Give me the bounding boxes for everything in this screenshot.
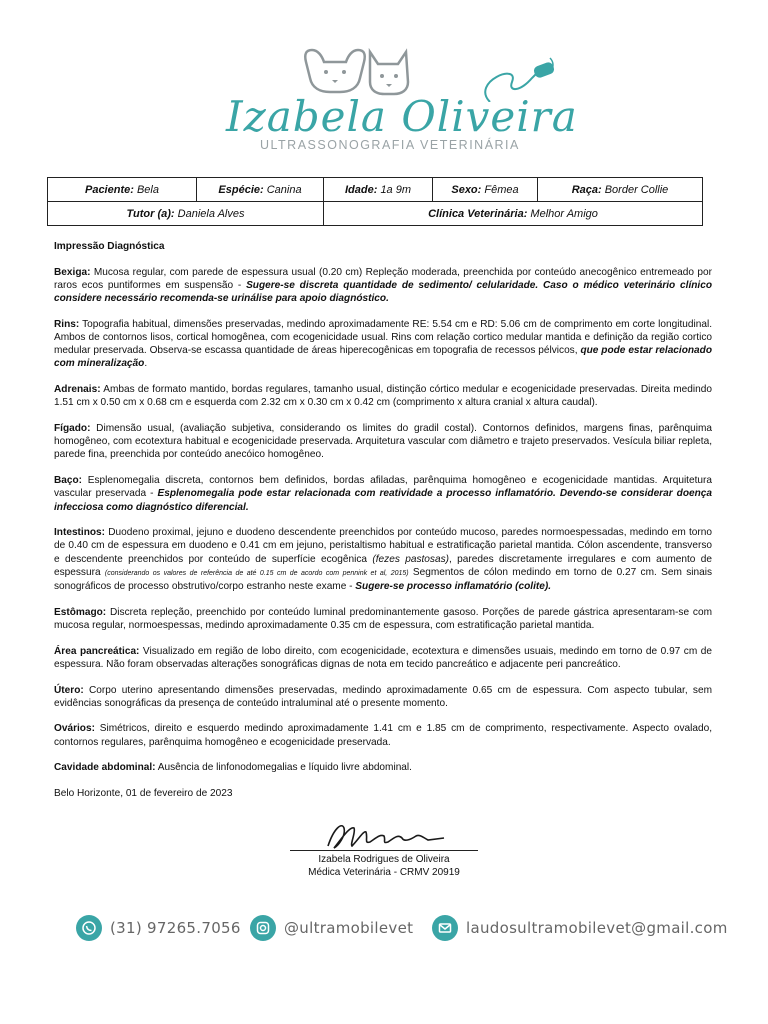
date-line: Belo Horizonte, 01 de fevereiro de 2023	[54, 788, 233, 800]
instagram-icon	[250, 915, 276, 941]
brand-subtitle: ULTRASSONOGRAFIA VETERINÁRIA	[260, 138, 520, 152]
email-address: laudosultramobilevet@gmail.com	[466, 919, 728, 937]
clinica-cell: Clínica Veterinária: Melhor Amigo	[324, 202, 703, 226]
section-pancreas: Área pancreática: Visualizado em região de lobo direito, com ecogenicidade, ecotextura e dimensões usuais, medindo em torno de 0.97 cm de espessura. Não foram observadas alterações sonográficas dignas de nota em tecido pancreático e adjacente peri pancreático.	[54, 645, 712, 670]
section-utero: Útero: Corpo uterino apresentando dimensões preservadas, medindo aproximadamente 0.65 cm de espessura. Com aspecto tubular, sem evidências sonográficas da presença de conteúdo intraluminal até o presente momento.	[54, 684, 712, 709]
contact-footer	[0, 905, 768, 955]
raca-cell: Raça: Border Collie	[538, 178, 703, 202]
signer-role: Médica Veterinária - CRMV 20919	[308, 867, 460, 878]
tutor-cell: Tutor (a): Daniela Alves	[48, 202, 324, 226]
diagnostic-report	[54, 240, 712, 813]
email-contact	[432, 915, 728, 941]
especie-cell: Espécie: Canina	[197, 178, 324, 202]
phone-number: (31) 97265.7056	[110, 919, 241, 937]
handwritten-signature-icon	[320, 818, 450, 852]
signature-block	[290, 818, 478, 879]
mail-icon	[432, 915, 458, 941]
instagram-contact	[250, 915, 413, 941]
paciente-cell: Paciente: Bela	[48, 178, 197, 202]
section-ovarios: Ovários: Simétricos, direito e esquerdo medindo aproximadamente 1.41 cm e 1.85 cm de comprimento, respectivamente. Aspecto ovalado, contornos regulares, parênquima homogêneo e ecogenicidade preservada.	[54, 723, 712, 748]
sexo-cell: Sexo: Fêmea	[433, 178, 538, 202]
whatsapp-icon	[76, 915, 102, 941]
signer-name: Izabela Rodrigues de Oliveira	[290, 850, 478, 866]
instagram-handle: @ultramobilevet	[284, 919, 414, 937]
section-figado: Fígado: Dimensão usual, (avaliação subjetiva, considerando os limites do gradil costal). Contornos definidos, margens finas, parênquima homogêneo, com ecotextura habitual e ecogenicidade preservada. Arquitetura vascular com diâmetro e trajeto preservados. Vesícula biliar repleta, parede fina, preenchida por conteúdo anecóico homogêneo.	[54, 423, 712, 461]
section-bexiga: Bexiga: Mucosa regular, com parede de espessura usual (0.20 cm) Repleção moderada, preenchida por conteúdo anecogênico entremeado por raros ecos puntiformes em suspensão - Sugere-se discreta quantidade de sedimento/ celularidade. Caso o médico veterinário clínico considere necessário recomenda-se urinálise para apoio diagnóstico.	[54, 266, 712, 305]
phone-contact	[76, 915, 241, 941]
section-intestinos: Intestinos: Duodeno proximal, jejuno e duodeno descendente preenchidos por conteúdo mucoso, paredes normoespessadas, medindo em torno de 0.40 cm de espessura em duodeno e 0.41 cm em jejuno, peristaltismo habitual e estratificação parietal mantida. Cólon ascendente, transverso e descendente preenchidos por conteúdo de superfície ecogênica (fezes pastosas), paredes discretamente irregulares e com aumento de espessura (considerando os valores de referência de até 0.15 cm de acordo com pennink et al, 2015) Segmentos de cólon medindo em torno de 0.27 cm. Sem sinais sonográficos de processo obstrutivo/corpo estranho neste exame - Sugere-se processo inflamatório (colite).	[54, 527, 713, 593]
section-rins: Rins: Topografia habitual, dimensões preservadas, medindo aproximadamente RE: 5.54 cm e RD: 5.06 cm de comprimento em corte longitudinal. Ambos de contornos lisos, cortical homogênea, com ecogenicidade usual. Rins com relação cortico medular mantida e definição da região cortico medular preservada. Observa-se escassa quantidade de áreas hiperecogênicas em topografia de recessos pélvicos, que pode estar relacionado com mineralização.	[54, 318, 712, 370]
section-baco: Baço: Esplenomegalia discreta, contornos bem definidos, bordas afiladas, parênquima homogêneo e ecogenicidade mantidas. Arquitetura vascular preservada - Esplenomegalia pode estar relacionada com reatividade a processo inflamatório. Devendo-se considerar doença infecciosa como diagnóstico diferencial.	[54, 475, 713, 513]
section-adrenais: Adrenais: Ambas de formato mantido, bordas regulares, tamanho usual, distinção córtico medular e ecogenicidade preservadas. Direita medindo 1.51 cm x 0.50 cm x 0.68 cm e esquerda com 2.32 cm x 0.30 cm x 0.42 cm (comprimento x altura cranial x altura caudal).	[54, 384, 712, 409]
patient-info-table	[47, 177, 703, 226]
report-title: Impressão Diagnóstica	[54, 241, 165, 252]
letterhead	[0, 0, 768, 170]
section-cavidade: Cavidade abdominal: Ausência de linfonodomegalias e líquido livre abdominal.	[54, 762, 412, 774]
section-estomago: Estômago: Discreta repleção, preenchido por conteúdo luminal predominantemente gasoso. Porções de parede gástrica apresentaram-se com mucosa regular, normoespessas, medindo aproximadamente 0.35 cm de espessura, com estratificação parietal mantida.	[54, 606, 712, 631]
idade-cell: Idade: 1a 9m	[324, 178, 433, 202]
brand-name: Izabela Oliveira	[226, 92, 578, 141]
